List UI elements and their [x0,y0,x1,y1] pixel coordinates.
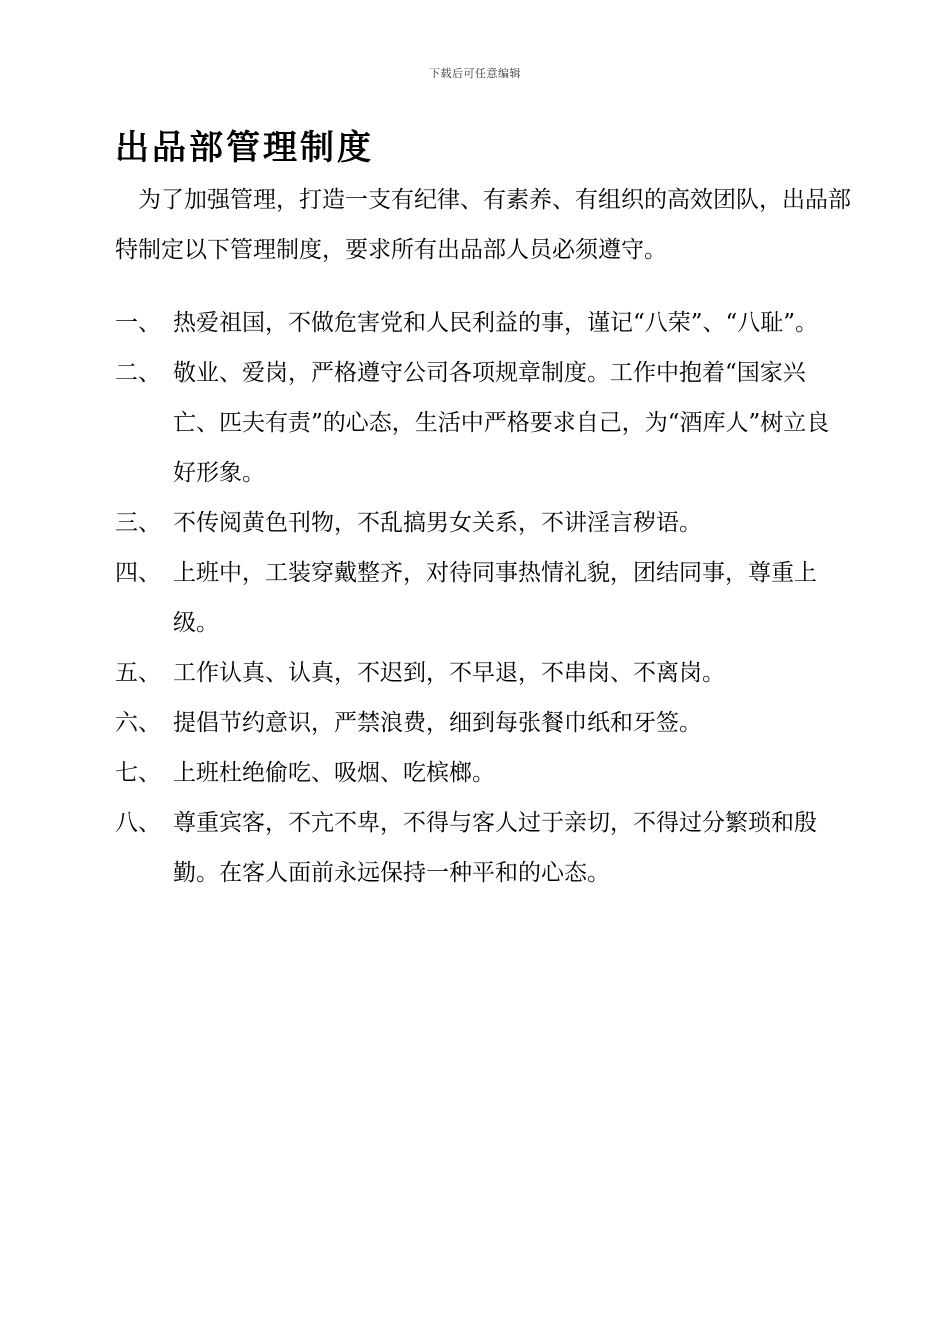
header-note: 下载后可任意编辑 [429,67,521,80]
rule-text: 提倡节约意识，严禁浪费，细到每张餐巾纸和牙签。 [173,710,702,736]
rule-text: 敬业、爱岗，严格遵守公司各项规章制度。工作中抱着“国家兴亡、匹夫有责”的心态，生活中严格要求自己，为“酒库人”树立良好形象。 [173,360,830,486]
rule-item-7 [115,748,855,798]
rule-number: 四、 [115,560,161,586]
rule-number: 二、 [115,360,161,386]
rule-number: 五、 [115,660,161,686]
rule-text: 不传阅黄色刊物，不乱搞男女关系，不讲淫言秽语。 [173,510,702,536]
rule-item-6 [115,698,855,748]
rule-number: 六、 [115,710,161,736]
rule-number: 八、 [115,810,161,836]
rule-item-3 [115,498,855,548]
rules-list [115,298,855,898]
rule-text: 尊重宾客，不亢不卑，不得与客人过于亲切，不得过分繁琐和殷勤。在客人面前永远保持一种平和的心态。 [173,810,817,886]
rule-text: 上班杜绝偷吃、吸烟、吃槟榔。 [173,760,495,786]
rule-text: 热爱祖国，不做危害党和人民利益的事，谨记“八荣”、“八耻”。 [173,310,819,336]
rule-number: 三、 [115,510,161,536]
rule-item-4 [115,548,855,648]
rule-item-1 [115,298,855,348]
intro-paragraph: 为了加强管理，打造一支有纪律、有素养、有组织的高效团队，出品部特制定以下管理制度，要求所有出品部人员必须遵守。 [115,187,851,263]
rule-item-2 [115,348,855,498]
rule-item-5 [115,648,855,698]
rule-text: 工作认真、认真，不迟到，不早退，不串岗、不离岗。 [173,660,725,686]
rule-number: 七、 [115,760,161,786]
rule-number: 一、 [115,310,161,336]
rule-text: 上班中，工装穿戴整齐，对待同事热情礼貌，团结同事，尊重上级。 [173,560,817,636]
document-title: 出品部管理制度 [115,128,374,168]
rule-item-8 [115,798,855,898]
